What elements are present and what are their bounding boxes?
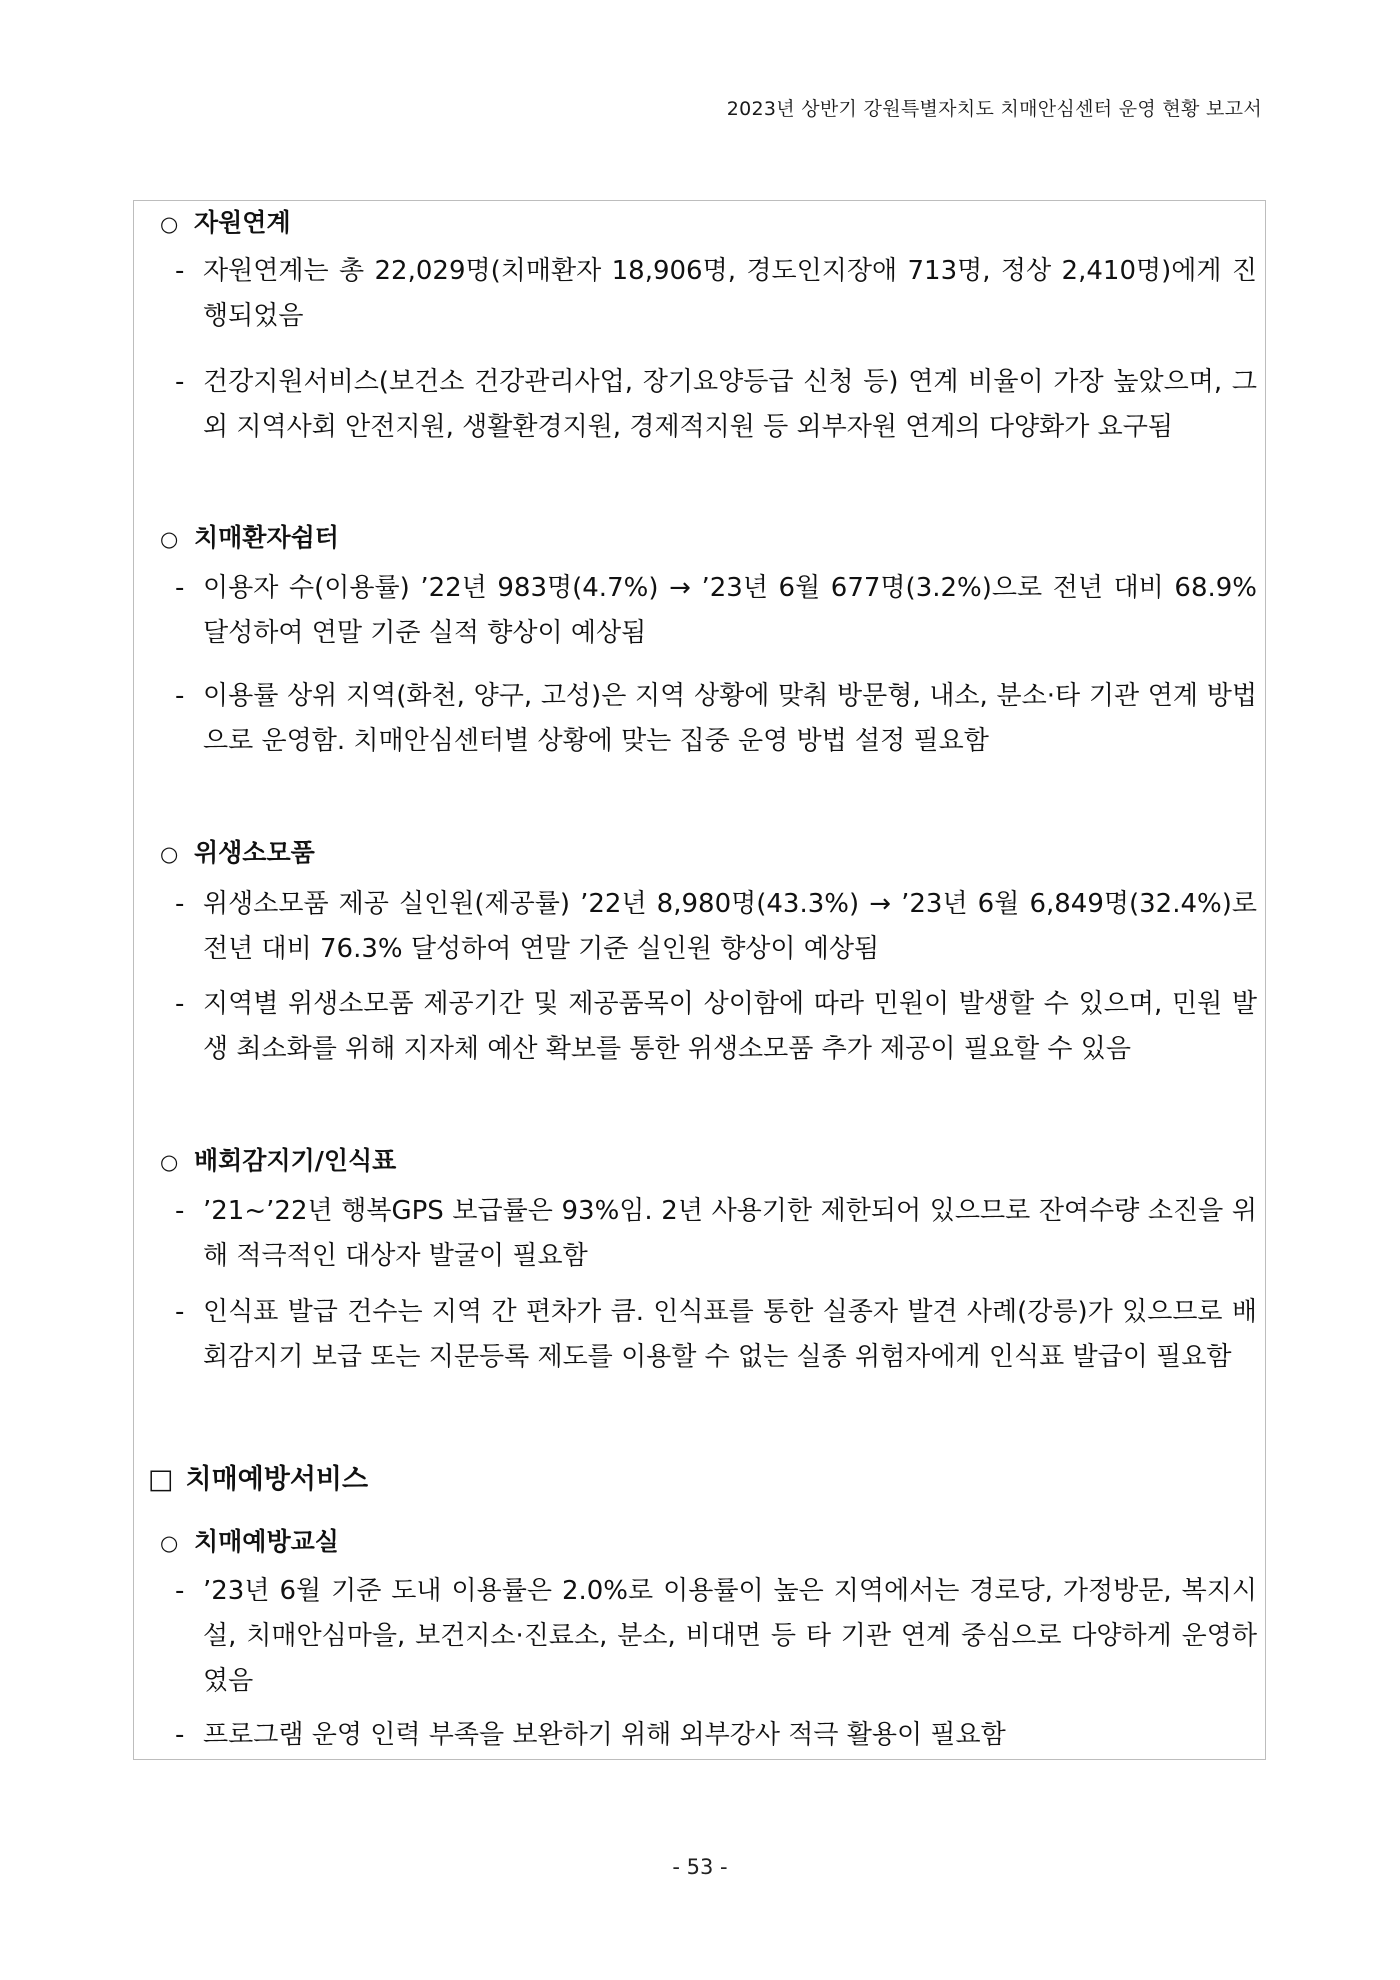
bullet-text: 이용률 상위 지역(화천, 양구, 고성)은 지역 상황에 맞춰 방문형, 내소, 분소·타 기관 연계 방법으로 운영함. 치매안심센터별 상황에 맞는 집중 운영 방법 설정 필요함 [203, 681, 1257, 756]
bullet-text: 위생소모품 제공 실인원(제공률) ’22년 8,980명(43.3%) → ’23년 6월 6,849명(32.4%)로 전년 대비 76.3% 달성하여 연말 기준 실인원 향상이 예상됨 [203, 889, 1257, 964]
bullet-text: 건강지원서비스(보건소 건강관리사업, 장기요양등급 신청 등) 연계 비율이 가장 높았으며, 그 외 지역사회 안전지원, 생활환경지원, 경제적지원 등 외부자원 연계의 다양화가 요구됨 [203, 367, 1257, 442]
circle-marker: ○ [160, 842, 179, 866]
dash-marker: - [175, 889, 185, 919]
dash-marker: - [175, 573, 185, 603]
dash-marker: - [175, 681, 185, 711]
page-number: - 53 - [672, 1855, 728, 1879]
major-section-heading-label: 치매예방서비스 [185, 1464, 369, 1495]
section-heading-label: 위생소모품 [194, 838, 315, 867]
list-item [175, 1189, 1257, 1279]
dash-marker: - [175, 1576, 185, 1606]
bullet-text: ’21~’22년 행복GPS 보급률은 93%임. 2년 사용기한 제한되어 있으므로 잔여수량 소진을 위해 적극적인 대상자 발굴이 필요함 [203, 1196, 1257, 1271]
section-heading-label: 치매환자쉼터 [194, 523, 339, 552]
dash-marker: - [175, 1196, 185, 1226]
section-heading-resource-linkage [160, 203, 291, 239]
section-heading-label: 자원연계 [194, 208, 291, 237]
list-item [175, 249, 1257, 339]
running-header: 2023년 상반기 강원특별자치도 치매안심센터 운영 현황 보고서 [726, 98, 1262, 120]
circle-marker: ○ [160, 1150, 179, 1174]
section-heading-hygiene-supplies [160, 833, 315, 869]
section-heading-label: 치매예방교실 [194, 1527, 339, 1556]
list-item [175, 360, 1257, 450]
square-marker: □ [148, 1464, 174, 1495]
list-item [175, 1713, 1257, 1758]
bullet-text: 지역별 위생소모품 제공기간 및 제공품목이 상이함에 따라 민원이 발생할 수 있으며, 민원 발생 최소화를 위해 지자체 예산 확보를 통한 위생소모품 추가 제공이 필요할 수 있음 [203, 989, 1257, 1064]
section-heading-label: 배회감지기/인식표 [194, 1146, 397, 1175]
bullet-text: 인식표 발급 건수는 지역 간 편차가 큼. 인식표를 통한 실종자 발견 사례(강릉)가 있으므로 배회감지기 보급 또는 지문등록 제도를 이용할 수 없는 실종 위험자에게 인식표 발급이 필요함 [203, 1297, 1257, 1372]
list-item [175, 1290, 1257, 1380]
list-item [175, 882, 1257, 972]
circle-marker: ○ [160, 1531, 179, 1555]
list-item [175, 566, 1257, 656]
bullet-text: 자원연계는 총 22,029명(치매환자 18,906명, 경도인지장애 713명, 정상 2,410명)에게 진행되었음 [203, 256, 1257, 331]
list-item [175, 1569, 1257, 1704]
circle-marker: ○ [160, 527, 179, 551]
list-item [175, 674, 1257, 764]
dash-marker: - [175, 1720, 185, 1750]
bullet-text: 프로그램 운영 인력 부족을 보완하기 위해 외부강사 적극 활용이 필요함 [203, 1720, 1006, 1750]
bullet-text: 이용자 수(이용률) ’22년 983명(4.7%) → ’23년 6월 677명(3.2%)으로 전년 대비 68.9% 달성하여 연말 기준 실적 향상이 예상됨 [203, 573, 1257, 648]
bullet-text: ’23년 6월 기준 도내 이용률은 2.0%로 이용률이 높은 지역에서는 경로당, 가정방문, 복지시설, 치매안심마을, 보건지소·진료소, 분소, 비대면 등 타 기관 연계 중심으로 다양하게 운영하였음 [203, 1576, 1257, 1696]
dash-marker: - [175, 367, 185, 397]
major-section-heading [148, 1457, 368, 1496]
dash-marker: - [175, 989, 185, 1019]
dash-marker: - [175, 256, 185, 286]
section-heading-dementia-shelter [160, 518, 339, 554]
section-heading-prevention-class [160, 1522, 339, 1558]
dash-marker: - [175, 1297, 185, 1327]
section-heading-wandering-detector [160, 1141, 396, 1177]
list-item [175, 982, 1257, 1072]
circle-marker: ○ [160, 212, 179, 236]
